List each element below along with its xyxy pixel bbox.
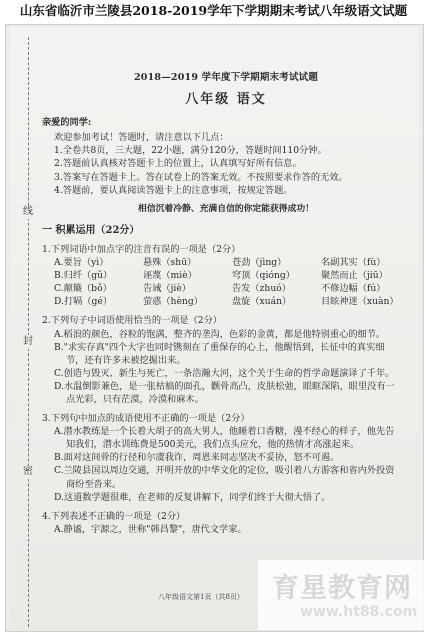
option-line: B."求实存真"四个大字也同时镌刻在了重保存的心上，他醒悟到，长征中的真实细 xyxy=(54,341,385,353)
question-stem: 3.下列句中加点的成语使用不正确的一项是（2分） xyxy=(42,413,250,425)
exam-content xyxy=(42,71,410,536)
option-item: 诬蔑（miè） xyxy=(143,270,197,282)
option-item: 萤惑（hèng） xyxy=(143,296,203,308)
option-line: 节，还有许多未被挖掘出来。 xyxy=(66,354,186,366)
instruction-line: 2.答题前认真核对答题卡上的位置上，认真填写好所有信息。 xyxy=(54,158,302,170)
greeting: 亲爱的同学: xyxy=(42,117,92,129)
watermark-url: www.ht88.com xyxy=(300,604,418,620)
section-heading: 一 积累运用（22分） xyxy=(42,224,140,236)
binding-line xyxy=(28,37,29,627)
option-row xyxy=(42,282,410,295)
exam-header: 2018—2019 学年度下学期期末考试试题 xyxy=(133,72,319,83)
slogan: 相信沉着冷静、充满自信的你定能获得成功！ xyxy=(138,203,314,214)
binding-mark-line: 线 xyxy=(23,206,33,217)
question-stem: 2.下列句子中词语使用恰当的一项是（2分） xyxy=(42,315,222,327)
instruction-line: 3.答案写在答题卡上。答在试卷上的答案无效。不按照要求作答的无效。 xyxy=(54,171,348,183)
watermark-logo-text: 育星教育网 xyxy=(272,573,412,604)
option-line: D.水温倒影兼色，是一张枯槁的面孔，颧骨高凸，皮肤松弛，眼眶深陷，眼里没有一 xyxy=(54,380,395,392)
option-row xyxy=(42,295,410,308)
option-line: A.潜水教练是一个长着大胡子的高大男人，他睡着口香糖，漫不经心的样子，他先告 xyxy=(54,426,395,438)
option-item: 告发（zhuó） xyxy=(232,283,291,295)
instruction-line: 4.答题前，要认真阅读答题卡上的注意事项，按规定答题。 xyxy=(54,184,293,196)
page-footer: 八年级语文第1页（共8页） xyxy=(158,593,244,601)
option-item: 悬殊（shū） xyxy=(143,257,197,269)
option-line: A.静谧，宇源之，世称"韩昌黎"，唐代文学家。 xyxy=(54,523,247,535)
option-line: 商纷至沓来。 xyxy=(66,478,122,490)
option-line: 知我们，潜水训练费是500美元，我们点头应允，他的热情才高涨起来。 xyxy=(66,439,360,451)
option-row xyxy=(42,269,410,282)
option-line: A.稻浪的颜色，谷粒的饱满，整齐的垄沟，色彩的金黄，都是他特别重心的细节。 xyxy=(54,328,386,340)
instruction-line: 欢迎参加考试！答题时，请注意以下几点： xyxy=(54,132,229,144)
option-item: 聚然而止（jiū） xyxy=(321,270,388,282)
option-item: A.要旨（yì） xyxy=(54,257,109,269)
option-item: B.归纤（gǔ） xyxy=(54,270,113,282)
question-stem: 4.下列表述不正确的一项是（2分） xyxy=(42,510,186,522)
option-item: 不修边幅（fú） xyxy=(321,283,386,295)
option-item: 告诫（jiè） xyxy=(143,283,191,295)
question-stem: 1.下列词语中加点字的注音有误的一项是（2分） xyxy=(42,243,241,255)
option-item: 名副其实（fù） xyxy=(321,257,386,269)
option-item: 穹顶（qióng） xyxy=(232,270,295,282)
option-line: C.创造与毁灭、新生与死亡，一条浩瀚大河，这个关于生命的哲学命题演译了千年。 xyxy=(54,367,395,379)
option-row xyxy=(42,256,410,269)
binding-mark-seal: 封 xyxy=(23,336,33,347)
option-line: B.面对这间骨的行径和尔虞我诈，周恩来同志坚决不妥协，怒不可遏。 xyxy=(54,452,340,464)
page-title: 山东省临沂市兰陵县2018-2019学年下学期期末考试八年级语文试题 xyxy=(19,3,408,18)
scan-frame xyxy=(5,24,424,632)
option-item: 盘旋（xuán） xyxy=(232,296,292,308)
exam-paper xyxy=(10,27,419,631)
instruction-line: 1.全卷共8页，三大题，22小题，满分120分，答题时间110分钟。 xyxy=(54,145,327,157)
option-line: D.这道数学题很难，在老师的反复讲解下，同学们终于大彻大悟了。 xyxy=(54,491,331,503)
grade-title: 八年级 语文 xyxy=(185,92,267,108)
option-line: 点光彩，只有茫漠，冷漠和麻木。 xyxy=(66,393,204,405)
option-item: C.颠簸（bǒ） xyxy=(54,283,112,295)
option-line: C.兰陵县国以周边交通，开明开放的中华文化的定位，吸引着八方游客和省内外投资 xyxy=(54,465,395,477)
option-item: D.打嗝（gé） xyxy=(54,296,113,308)
binding-mark-secret: 密 xyxy=(23,466,33,477)
option-item: 苍劲（jìng） xyxy=(232,257,287,269)
option-item: 目眩神迷（xuàn） xyxy=(321,296,399,308)
